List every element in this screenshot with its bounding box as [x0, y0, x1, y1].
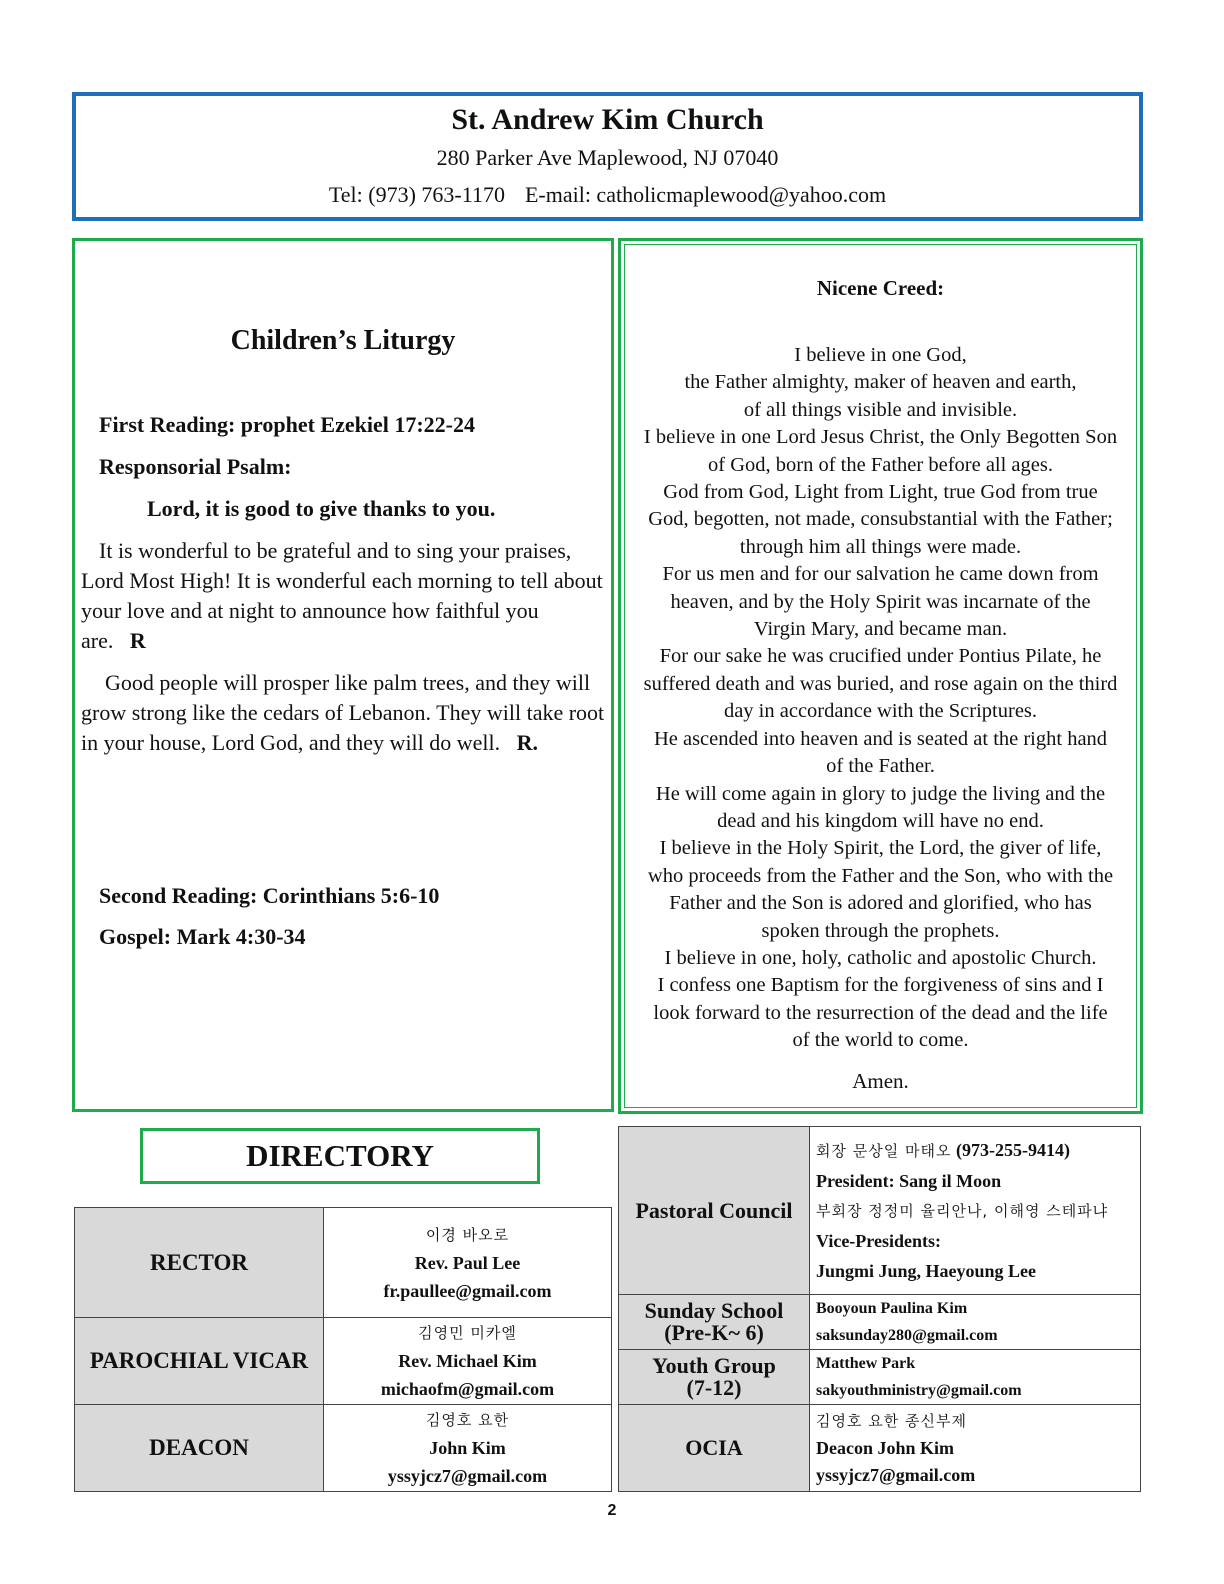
psalm-verse-2 [81, 668, 607, 758]
email-link[interactable]: michaofm@gmail.com [380, 1379, 555, 1399]
psalm-verse-1 [81, 536, 607, 656]
korean-name: 회장 문상일 마태오 [816, 1142, 952, 1160]
creed-line: of the world to come. [792, 1029, 969, 1052]
email-link[interactable]: yssyjcz7@gmail.com [387, 1466, 548, 1486]
email-link[interactable]: fr.paullee@gmail.com [383, 1280, 552, 1301]
creed-line: of God, born of the Father before all ages. [708, 453, 1053, 476]
contact-cell [324, 1318, 612, 1405]
creed-line: I believe in one, holy, catholic and apostolic Church. [664, 946, 1097, 969]
response-mark: R. [516, 730, 539, 755]
contact-cell [810, 1350, 1141, 1405]
email-link[interactable]: sakyouthministry@gmail.com [816, 1382, 1022, 1399]
role-line: Sunday School [644, 1298, 784, 1323]
phone-number: (973-255-9414) [955, 1140, 1070, 1160]
korean-name: 부회장 정정미 율리안나, 이해영 스테파냐 [816, 1202, 1109, 1220]
church-email: E-mail: catholicmaplewood@yahoo.com [524, 182, 887, 207]
person-name: Rev. Michael Kim [398, 1351, 537, 1371]
person-name: Deacon John Kim [816, 1437, 955, 1458]
role-line: (7-12) [686, 1375, 742, 1400]
person-name: Matthew Park [816, 1355, 916, 1372]
creed-line: I believe in the Holy Spirit, the Lord, the giver of life, [659, 837, 1102, 860]
creed-line: of the Father. [826, 755, 935, 778]
creed-line: day in accordance with the Scriptures. [723, 700, 1038, 723]
creed-line: I believe in one Lord Jesus Christ, the Only Begotten Son [643, 426, 1118, 449]
directory-left-table [74, 1207, 612, 1492]
person-name: John Kim [429, 1438, 506, 1458]
creed-line: For us men and for our salvation he came down from [662, 563, 1099, 586]
church-name: St. Andrew Kim Church [451, 103, 764, 136]
response-mark: R [129, 628, 146, 653]
creed-line: look forward to the resurrection of the dead and the life [653, 1001, 1108, 1024]
contact-cell [810, 1405, 1141, 1492]
vp-label: Vice-Presidents: [816, 1231, 941, 1251]
creed-line: suffered death and was buried, and rose again on the third [643, 672, 1118, 695]
second-reading: Second Reading: Corinthians 5:6-10 [99, 883, 440, 908]
psalm-label: Responsorial Psalm: [99, 454, 292, 479]
church-contact [76, 181, 1139, 209]
president-name: President: Sang il Moon [816, 1171, 1002, 1191]
vp-names: Jungmi Jung, Haeyoung Lee [816, 1261, 1037, 1281]
directory-title: DIRECTORY [140, 1128, 540, 1184]
creed-line: For our sake he was crucified under Pontius Pilate, he [659, 645, 1102, 668]
creed-line: through him all things were made. [739, 535, 1022, 558]
psalm-response: Lord, it is good to give thanks to you. [147, 496, 496, 521]
role-cell [619, 1295, 810, 1350]
contact-cell [810, 1295, 1141, 1350]
table-row [619, 1405, 1141, 1492]
korean-name: 김영호 요한 [425, 1411, 510, 1429]
church-address: 280 Parker Ave Maplewood, NJ 07040 [436, 145, 779, 170]
creed-amen: Amen. [852, 1069, 909, 1093]
gospel: Gospel: Mark 4:30-34 [99, 924, 306, 949]
role-cell: PAROCHIAL VICAR [75, 1318, 324, 1405]
creed-line: spoken through the prophets. [761, 919, 1000, 942]
table-row [619, 1127, 1141, 1295]
contact-cell [324, 1405, 612, 1492]
church-phone: Tel: (973) 763-1170 [328, 182, 505, 207]
creed-line: Father and the Son is adored and glorified, who has [669, 892, 1092, 915]
directory-right-table [618, 1126, 1141, 1492]
page-number: 2 [607, 1502, 617, 1519]
creed-line: who proceeds from the Father and the Son, who with the [647, 864, 1114, 887]
creed-line: I believe in one God, [794, 344, 967, 366]
creed-line: Virgin Mary, and became man. [753, 618, 1008, 641]
creed-line: heaven, and by the Holy Spirit was incarnate of the [670, 590, 1091, 613]
role-cell [619, 1350, 810, 1405]
nicene-creed-box [618, 238, 1143, 1114]
church-header [72, 92, 1143, 221]
creed-line: of all things visible and invisible. [743, 398, 1018, 421]
creed-line: I confess one Baptism for the forgiveness of sins and I [657, 974, 1104, 997]
creed-text [621, 342, 1140, 1055]
korean-name: 김영민 미카엘 [418, 1324, 517, 1342]
psalm-verse-2-text: Good people will prosper like palm trees, and they will grow strong like the cedars of Lebanon. They will take root in your house, Lord God, and they will do well. [81, 670, 605, 755]
korean-name: 이경 바오로 [425, 1225, 510, 1244]
role-cell: OCIA [619, 1405, 810, 1492]
creed-line: the Father almighty, maker of heaven and earth, [684, 371, 1077, 394]
person-name: Rev. Paul Lee [414, 1252, 521, 1273]
role-cell: RECTOR [75, 1208, 324, 1318]
creed-title: Nicene Creed: [816, 276, 945, 300]
first-reading: First Reading: prophet Ezekiel 17:22-24 [99, 412, 476, 437]
email-link[interactable]: yssyjcz7@gmail.com [816, 1464, 976, 1485]
childrens-liturgy-box [72, 238, 614, 1112]
creed-line: God from God, Light from Light, true God from true [663, 481, 1098, 504]
korean-name: 김영호 요한 종신부제 [816, 1411, 967, 1430]
role-line: Youth Group [652, 1353, 776, 1378]
table-row [619, 1295, 1141, 1350]
president-line [816, 1135, 1140, 1166]
contact-cell [810, 1127, 1141, 1295]
creed-line: God, begotten, not made, consubstantial with the Father; [648, 508, 1113, 531]
creed-line: He will come again in glory to judge the living and the [655, 782, 1106, 805]
table-row [75, 1208, 612, 1318]
table-row [75, 1405, 612, 1492]
creed-line: dead and his kingdom will have no end. [717, 809, 1044, 832]
email-link[interactable]: saksunday280@gmail.com [816, 1327, 998, 1344]
psalm-verse-1-text: It is wonderful to be grateful and to sing your praises, Lord Most High! It is wonderful each morning to tell about your love and at night to announce how faithful you are. [81, 538, 603, 653]
creed-line: He ascended into heaven and is seated at the right hand [653, 727, 1108, 750]
role-cell: Pastoral Council [619, 1127, 810, 1295]
table-row [619, 1350, 1141, 1405]
table-row [75, 1318, 612, 1405]
person-name: Booyoun Paulina Kim [816, 1300, 968, 1317]
role-cell: DEACON [75, 1405, 324, 1492]
liturgy-title: Children’s Liturgy [230, 325, 456, 356]
contact-cell [324, 1208, 612, 1318]
role-line: (Pre-K~ 6) [664, 1320, 764, 1345]
